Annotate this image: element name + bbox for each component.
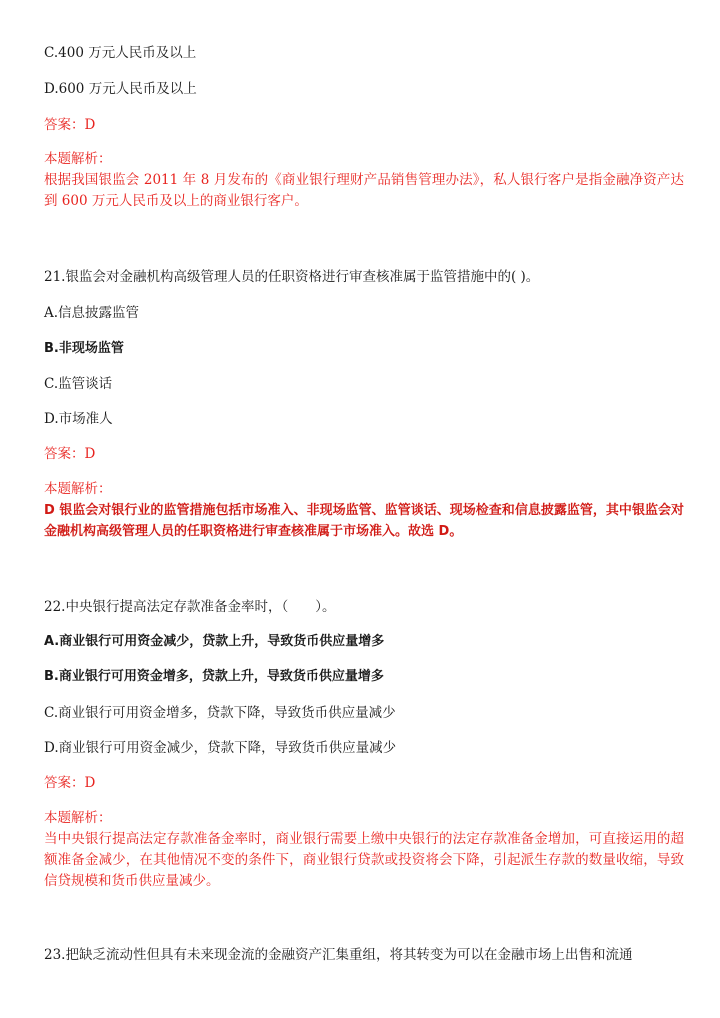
q21-option-a: A.信息披露监管 (44, 305, 140, 321)
q22-option-d: D.商业银行可用资金减少，贷款下降，导致货币供应量减少 (44, 740, 397, 756)
q21-option-d: D.市场准人 (44, 411, 113, 427)
q20-analysis-text: 根据我国银监会 2011 年 8 月发布的《商业银行理财产品销售管理办法》，私人银行客户是指金融净资产达到 600 万元人民币及以上的商业银行客户。 (44, 172, 684, 209)
q20-option-c: C.400 万元人民币及以上 (44, 45, 197, 61)
q22-option-c: C.商业银行可用资金增多，贷款下降，导致货币供应量减少 (44, 705, 396, 721)
q21-analysis (44, 479, 684, 542)
q22-analysis-label: 本题解析： (44, 810, 112, 826)
q20-option-d: D.600 万元人民币及以上 (44, 81, 197, 97)
q23-question: 23.把缺乏流动性但具有未来现金流的金融资产汇集重组，将其转变为可以在金融市场上出售和流通 (44, 947, 633, 963)
q22-option-b: B.商业银行可用资金增多，贷款上升，导致货币供应量增多 (44, 669, 384, 684)
q22-answer: 答案：D (44, 775, 96, 791)
q20-analysis (44, 149, 684, 212)
q21-option-c: C.监管谈话 (44, 376, 113, 392)
q22-analysis-text: 当中央银行提高法定存款准备金率时，商业银行需要上缴中央银行的法定存款准备金增加，可直接运用的超额准备金减少，在其他情况不变的条件下，商业银行贷款或投资将会下降，引起派生存款的数量收缩，导致信贷规模和货币供应量减少。 (44, 831, 684, 889)
q22-analysis (44, 808, 684, 892)
q21-answer: 答案：D (44, 446, 96, 462)
q22-option-a: A.商业银行可用资金减少，贷款上升，导致货币供应量增多 (44, 634, 385, 649)
q21-question: 21.银监会对金融机构高级管理人员的任职资格进行审查核准属于监管措施中的( )。 (44, 269, 540, 285)
q21-analysis-label: 本题解析： (44, 481, 112, 497)
q22-question: 22.中央银行提高法定存款准备金率时，（ ）。 (44, 599, 336, 615)
q20-analysis-label: 本题解析： (44, 151, 112, 167)
q20-answer: 答案：D (44, 117, 96, 133)
q21-option-b: B.非现场监管 (44, 341, 124, 356)
q21-analysis-text: D 银监会对银行业的监管措施包括市场准入、非现场监管、监管谈话、现场检查和信息披露监管，其中银监会对金融机构高级管理人员的任职资格进行审查核准属于市场准入。故选 D。 (44, 503, 684, 539)
